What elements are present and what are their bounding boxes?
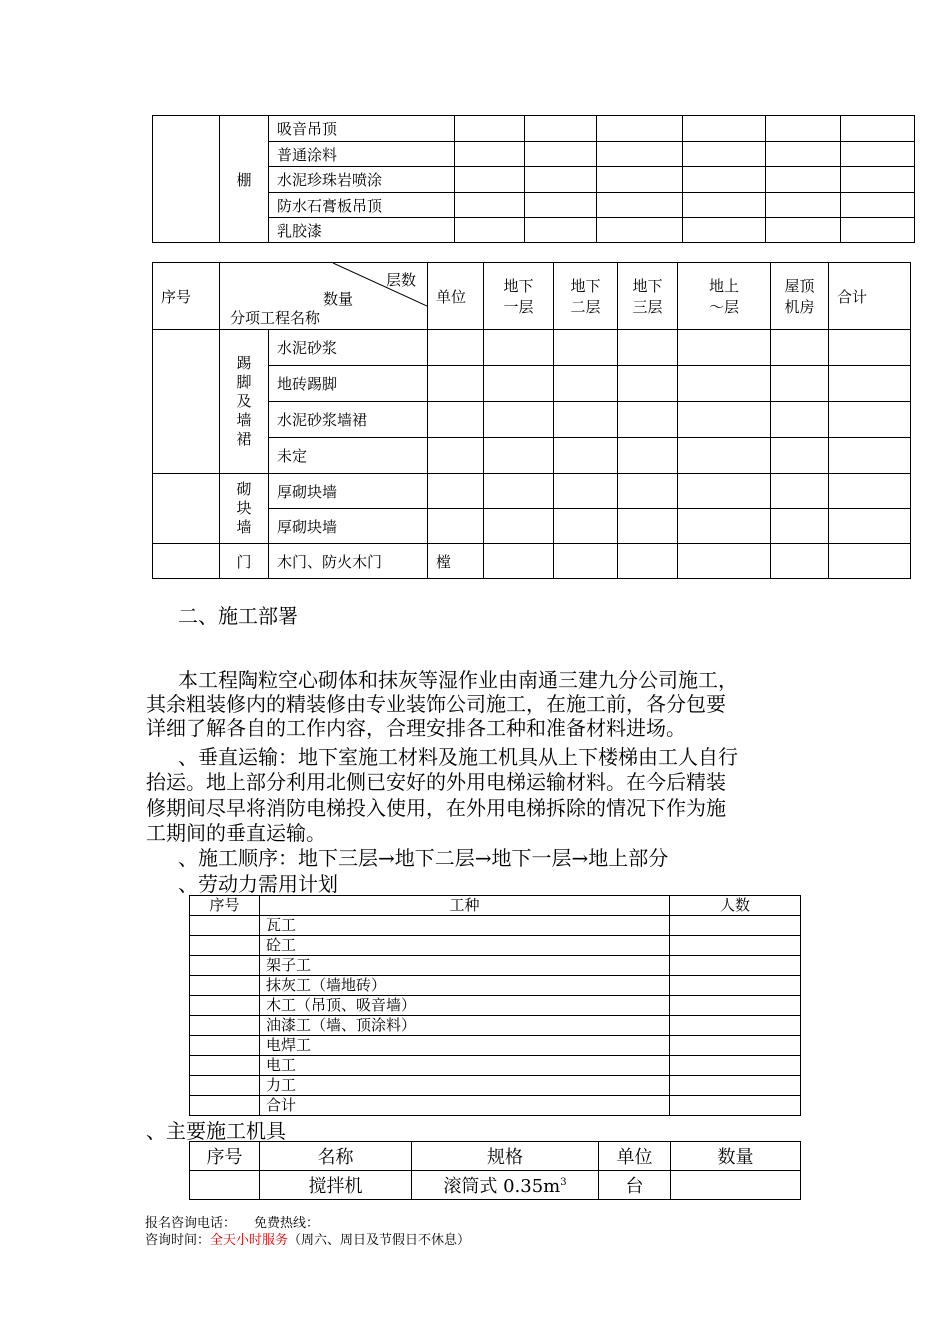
item-name: 厚砌块墙 [269,474,428,509]
item-name: 厚砌块墙 [269,509,428,544]
labor-row: 电工 [260,1056,670,1076]
paragraph-line: 、施工顺序：地下三层→地下二层→地下一层→地上部分 [178,846,669,870]
labor-header-count: 人数 [670,896,801,916]
footer-line-2: 咨询时间：全天小时服务（周六、周日及节假日不休息） [145,1233,471,1248]
labor-row: 力工 [260,1076,670,1096]
paragraph-line: 本工程陶粒空心砌体和抹灰等湿作业由南通三建九分公司施工， [178,668,738,692]
labor-table [189,895,801,1116]
ceiling-item: 防水石膏板吊顶 [269,193,455,218]
header-b1: 地下 一层 [484,263,554,330]
header-b2: 地下 二层 [554,263,618,330]
machine-header: 单位 [599,1142,671,1171]
machine-spec: 滚筒式 $0.35m^3$ [412,1171,599,1200]
machine-unit: 台 [599,1171,671,1200]
paragraph-line: 详细了解各自的工作内容，合理安排各工种和准备材料进场。 [146,716,686,740]
quantity-table [152,262,911,579]
labor-row: 瓦工 [260,916,670,936]
labor-header-seq: 序号 [190,896,260,916]
header-seq: 序号 [153,263,220,330]
item-unit: 樘 [428,544,484,579]
labor-row: 架子工 [260,956,670,976]
item-name: 未定 [269,438,428,474]
group-skirting: 踢 脚 及 墙 裙 [220,330,269,474]
labor-row: 木工（吊顶、吸音墙） [260,996,670,1016]
header-roof: 屋顶 机房 [771,263,829,330]
header-diagonal-cell [220,263,428,330]
paragraph-line: 修期间尽早将消防电梯投入使用，在外用电梯拆除的情况下作为施 [146,796,726,820]
item-name: 水泥砂浆 [269,330,428,366]
group-door: 门 [220,544,269,579]
header-unit: 单位 [428,263,484,330]
paragraph-line: 、劳动力需用计划 [178,872,338,896]
labor-row: 电焊工 [260,1036,670,1056]
labor-row: 抹灰工（墙地砖） [260,976,670,996]
machine-header: 规格 [412,1142,599,1171]
machine-name: 搅拌机 [260,1171,412,1200]
header-item-name: 分项工程名称 [230,309,321,327]
ceiling-item: 吸音吊顶 [269,116,455,142]
header-floors: 层数 [386,271,417,289]
header-quantity: 数量 [323,290,354,308]
machine-title: 、主要施工机具 [146,1119,286,1143]
labor-row: 砼工 [260,936,670,956]
header-total: 合计 [829,263,911,330]
item-name: 木门、防火木门 [269,544,428,579]
group-block-wall: 砌 块 墙 [220,474,269,544]
machine-table [189,1141,801,1200]
header-b3: 地下 三层 [618,263,678,330]
ceiling-item: 水泥珍珠岩喷涂 [269,167,455,193]
service-hours: 全天小时服务 [210,1233,289,1248]
ceiling-table [152,115,915,243]
ceiling-item: 乳胶漆 [269,218,455,243]
paragraph-line: 、垂直运输：地下室施工材料及施工机具从上下楼梯由工人自行 [178,745,738,769]
machine-header: 序号 [190,1142,260,1171]
labor-row: 油漆工（墙、顶涂料） [260,1016,670,1036]
ceiling-seq-cell [153,116,220,243]
machine-seq [190,1171,260,1200]
machine-qty [671,1171,801,1200]
paragraph-line: 抬运。地上部分利用北侧已安好的外用电梯运输材料。在今后精装 [146,770,726,794]
ceiling-item: 普通涂料 [269,142,455,167]
machine-header: 数量 [671,1142,801,1171]
ceiling-category: 棚 [220,116,269,243]
header-above: 地上 ～层 [678,263,771,330]
labor-row: 合计 [260,1096,670,1116]
section-title: 二、施工部署 [178,604,298,628]
labor-header-type: 工种 [260,896,670,916]
item-name: 地砖踢脚 [269,366,428,402]
paragraph-line: 其余粗装修内的精装修由专业装饰公司施工，在施工前，各分包要 [146,692,726,716]
paragraph-line: 工期间的垂直运输。 [146,821,326,845]
item-name: 水泥砂浆墙裙 [269,402,428,438]
footer-line-1: 报名咨询电话： 免费热线： [145,1216,320,1231]
machine-header: 名称 [260,1142,412,1171]
